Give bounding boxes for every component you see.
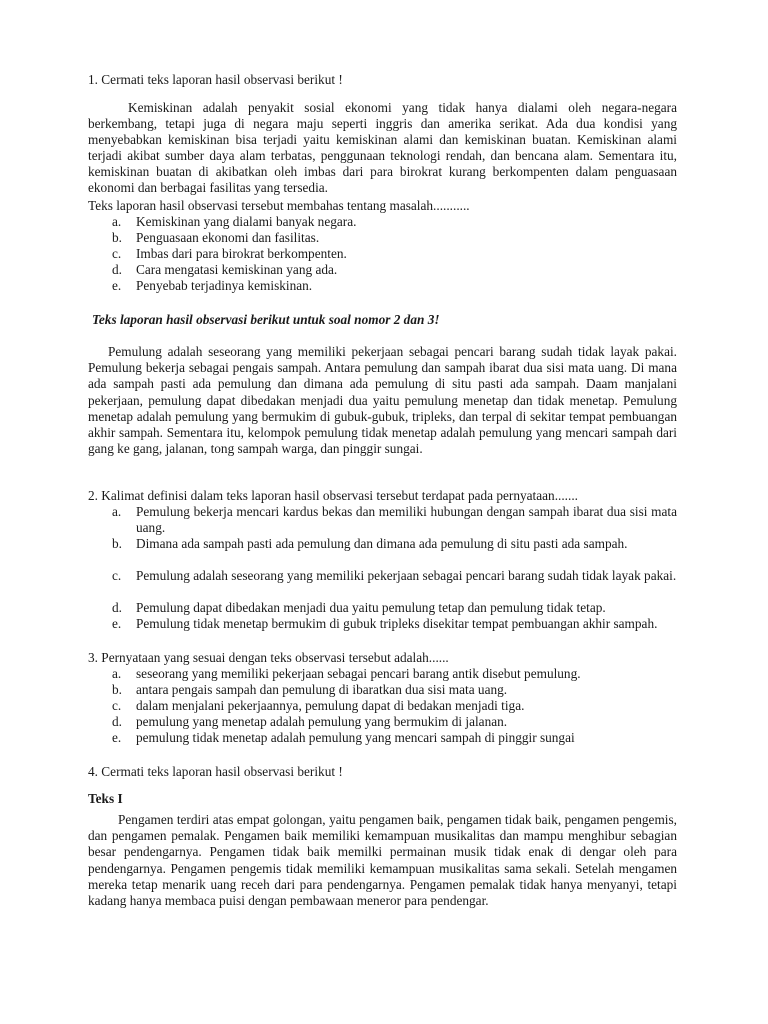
- q2-option-d[interactable]: [112, 600, 677, 616]
- section2-passage: Pemulung adalah seseorang yang memiliki pekerjaan sebagai pencari barang sudah tidak layak pakai. Pemulung bekerja sebagai pengais sampah. Antara pemulung dan sampah ibarat dua sisi mata uang. Di mana ada sampah pasti ada pemulung dan dimana ada pemulung di situ pasti ada sampah. Daam manjalani pekerjaan, pemulung dapat dibedakan menjadi dua yaitu pemulung menetap dan tidak menetap. Pemulung menetap adalah pemulung yang bermukim di gubuk-gubuk, tripleks, dan terpal di sekitar tempat pembuangan akhir sampah. Sementara itu, kelompok pemulung tidak menetap adalah pemulung yang mencari sampah dari gang ke gang, jalanan, tong sampah warga, dan pinggir sungai.: [88, 344, 677, 457]
- q2-option-c[interactable]: [112, 568, 677, 584]
- q2-option-e[interactable]: [112, 616, 677, 632]
- q2-option-a[interactable]: [112, 504, 677, 536]
- option-letter: e.: [112, 616, 122, 631]
- q4-passage: Pengamen terdiri atas empat golongan, yaitu pengamen baik, pengamen tidak baik, pengamen pengemis, dan pengamen pemalak. Pengamen baik memiliki kemampuan musikalitas dan mampu menghibur sebagian besar pendengarnya. Pengamen tidak baik memilki permainan musik tidak enak di dengar oleh para pendengarnya. Pengamen pengemis tidak memiliki kemampuan musikalitas sama sekali. Setelah mengamen mereka tetap menarik uang receh dari para pendengarnya. Pengamen pemalak tidak hanya menyanyi, tetapi kadang hanya membaca puisi dengan pembawaan meneror para pendengar.: [88, 812, 677, 909]
- option-text: Penguasaan ekonomi dan fasilitas.: [136, 230, 320, 245]
- option-text: Imbas dari para birokrat berkompenten.: [136, 246, 347, 261]
- q3-question: 3. Pernyataan yang sesuai dengan teks observasi tersebut adalah......: [88, 650, 449, 665]
- option-letter: c.: [112, 568, 122, 583]
- option-letter: b.: [112, 230, 122, 245]
- option-letter: b.: [112, 682, 122, 697]
- option-text: Pemulung dapat dibedakan menjadi dua yaitu pemulung tetap dan pemulung tidak tetap.: [136, 600, 606, 615]
- section2-heading: Teks laporan hasil observasi berikut untuk soal nomor 2 dan 3!: [92, 312, 440, 327]
- option-letter: d.: [112, 714, 122, 729]
- option-letter: e.: [112, 730, 122, 745]
- option-text: Pemulung tidak menetap bermukim di gubuk tripleks disekitar tempat pembuangan akhir sampah.: [136, 616, 658, 631]
- q2-option-b[interactable]: [112, 536, 677, 552]
- option-text: Penyebab terjadinya kemiskinan.: [136, 278, 313, 293]
- option-text: Cara mengatasi kemiskinan yang ada.: [136, 262, 338, 277]
- option-letter: b.: [112, 536, 122, 551]
- q1-heading: 1. Cermati teks laporan hasil observasi berikut !: [88, 72, 343, 87]
- option-text: pemulung yang menetap adalah pemulung yang bermukim di jalanan.: [136, 714, 508, 729]
- option-letter: c.: [112, 698, 122, 713]
- option-letter: a.: [112, 504, 122, 519]
- q4-subheading: Teks I: [88, 791, 123, 806]
- option-text: Dimana ada sampah pasti ada pemulung dan dimana ada pemulung di situ pasti ada sampah.: [136, 536, 628, 551]
- option-letter: a.: [112, 666, 122, 681]
- option-text: seseorang yang memiliki pekerjaan sebagai pencari barang antik disebut pemulung.: [136, 666, 581, 681]
- option-text: Pemulung adalah seseorang yang memiliki pekerjaan sebagai pencari barang sudah tidak layak pakai.: [136, 568, 677, 583]
- option-letter: d.: [112, 600, 122, 615]
- option-letter: d.: [112, 262, 122, 277]
- q2-question: 2. Kalimat definisi dalam teks laporan hasil observasi tersebut terdapat pada pernyataan.......: [88, 488, 578, 503]
- q1-question: Teks laporan hasil observasi tersebut membahas tentang masalah...........: [88, 198, 470, 213]
- option-text: pemulung tidak menetap adalah pemulung yang mencari sampah di pinggir sungai: [136, 730, 575, 745]
- q4-heading: 4. Cermati teks laporan hasil observasi berikut !: [88, 764, 343, 779]
- option-text: Kemiskinan yang dialami banyak negara.: [136, 214, 357, 229]
- option-letter: c.: [112, 246, 122, 261]
- option-text: dalam menjalani pekerjaannya, pemulung dapat di bedakan menjadi tiga.: [136, 698, 525, 713]
- option-letter: e.: [112, 278, 122, 293]
- option-letter: a.: [112, 214, 122, 229]
- option-text: antara pengais sampah dan pemulung di ibaratkan dua sisi mata uang.: [136, 682, 508, 697]
- option-text: Pemulung bekerja mencari kardus bekas dan memiliki hubungan dengan sampah ibarat dua sisi mata uang.: [136, 504, 677, 535]
- q1-passage: Kemiskinan adalah penyakit sosial ekonomi yang tidak hanya dialami oleh negara-negara berkembang, tetapi juga di negara maju seperti inggris dan amerika serikat. Ada dua kondisi yang menyebabkan kemiskinan bisa terjadi yaitu kemiskinan alami dan kemiskinan buatan. Kemiskinan alami terjadi akibat sumber daya alam terbatas, penggunaan teknologi rendah, dan bencana alam. Sementara itu, kemiskinan buatan di akibatkan oleh imbas dari para birokrat kurang berkompenten dalam penguasaan ekonomi dan berbagai fasilitas yang tersedia.: [88, 100, 677, 195]
